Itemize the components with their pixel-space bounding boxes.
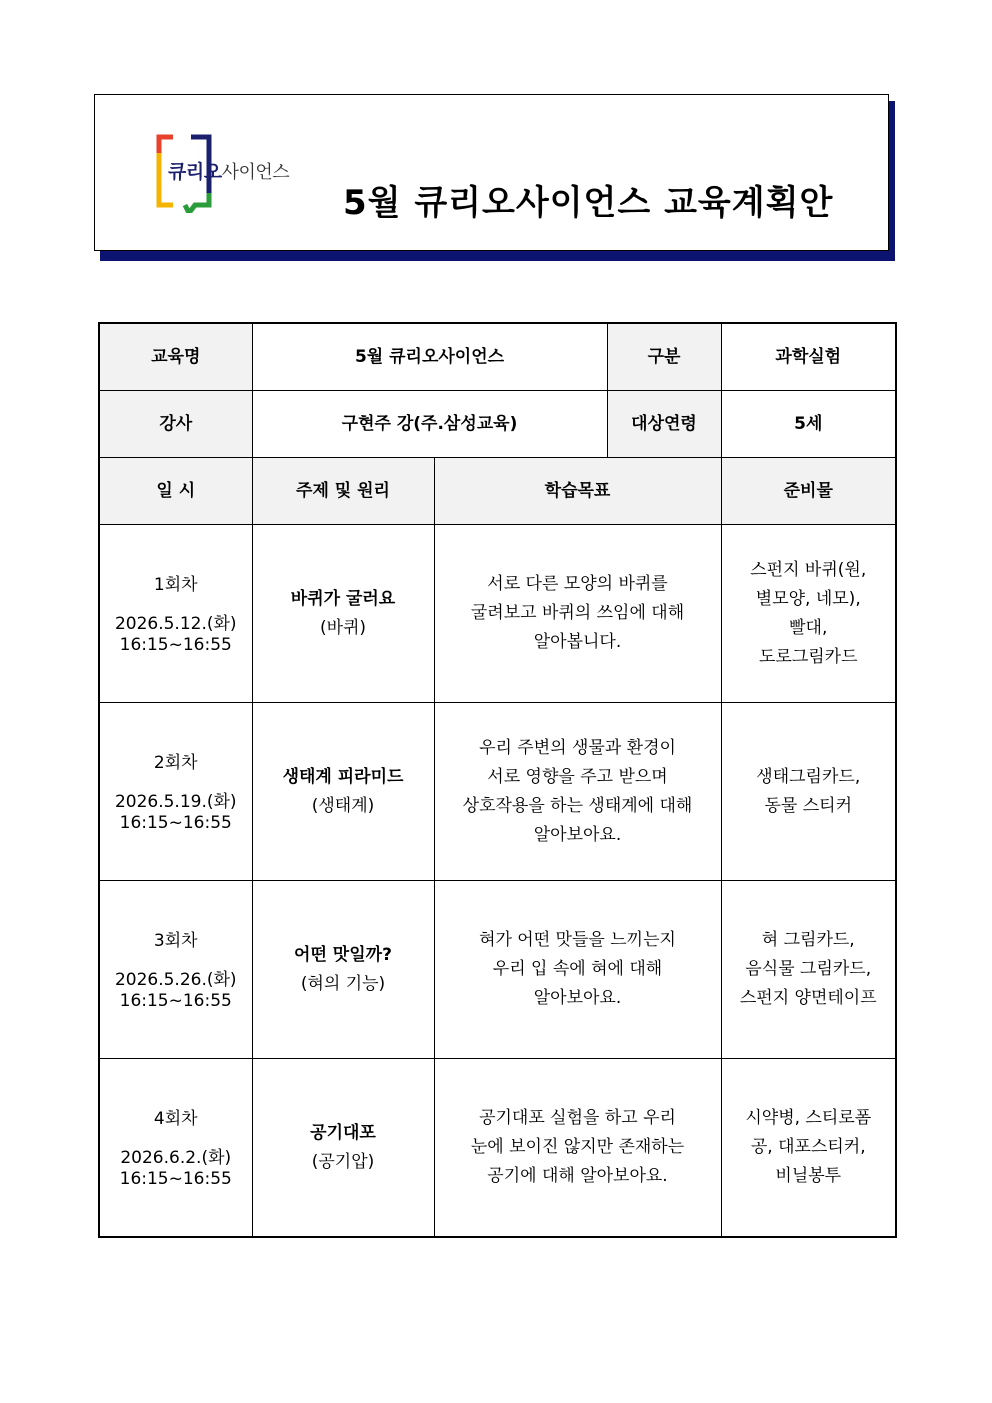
session-number: 1회차	[153, 575, 198, 595]
info-row-instructor	[99, 391, 896, 458]
session-datetime-cell	[99, 881, 252, 1059]
logo-text-part1: 큐리오	[168, 161, 222, 183]
info-row-course	[99, 323, 896, 391]
goal-line: 알아보아요.	[533, 988, 622, 1008]
material-line: 음식물 그림카드,	[745, 959, 872, 979]
goal-line: 공기에 대해 알아보아요.	[487, 1166, 668, 1186]
session-principle: (공기압)	[311, 1151, 375, 1172]
session-goal-cell	[434, 881, 721, 1059]
material-line: 동물 스티커	[764, 795, 852, 816]
session-principle: (생태계)	[311, 795, 375, 816]
material-line: 비닐봉투	[775, 1166, 842, 1186]
column-header-date: 일 시	[99, 458, 252, 525]
goal-line: 알아봅니다.	[533, 632, 622, 652]
column-header-row	[99, 458, 896, 525]
material-line: 혀 그림카드,	[761, 930, 855, 950]
category-value: 과학실험	[721, 323, 896, 391]
session-topic: 어떤 맛일까?	[294, 944, 392, 965]
session-row	[99, 525, 896, 703]
goal-line: 우리 주변의 생물과 환경이	[479, 737, 676, 758]
instructor-label: 강사	[99, 391, 252, 458]
column-header-topic: 주제 및 원리	[252, 458, 434, 525]
session-principle: (바퀴)	[319, 617, 367, 638]
material-line: 스펀지 양면테이프	[739, 988, 877, 1008]
goal-line: 우리 입 속에 혀에 대해	[492, 959, 663, 979]
column-header-goal: 학습목표	[434, 458, 721, 525]
column-header-materials: 준비물	[721, 458, 896, 525]
logo-text-part2: 사이언스	[221, 162, 290, 183]
goal-line: 혀가 어떤 맛들을 느끼는지	[479, 930, 676, 950]
header-box	[94, 94, 889, 251]
course-value: 5월 큐리오사이언스	[252, 323, 607, 391]
material-line: 공, 대포스티커,	[750, 1137, 866, 1157]
session-topic-cell	[252, 703, 434, 881]
education-plan-table	[98, 322, 897, 1238]
session-materials-cell	[721, 525, 896, 703]
session-topic: 생태계 피라미드	[282, 766, 404, 787]
goal-line: 서로 다른 모양의 바퀴를	[487, 574, 668, 594]
session-row	[99, 881, 896, 1059]
session-date: 2026.6.2.(화)	[120, 1148, 232, 1168]
material-line: 생태그림카드,	[756, 766, 861, 787]
goal-line: 상호작용을 하는 생태계에 대해	[462, 795, 693, 816]
material-line: 시약병, 스티로폼	[745, 1108, 872, 1128]
logo-text	[168, 157, 289, 184]
session-goal-cell	[434, 703, 721, 881]
session-materials-cell	[721, 703, 896, 881]
session-goal-cell	[434, 1059, 721, 1238]
goal-line: 서로 영향을 주고 받으며	[487, 766, 668, 787]
session-date: 2026.5.19.(화)	[114, 792, 237, 812]
session-topic: 바퀴가 굴러요	[290, 588, 396, 609]
session-number: 4회차	[153, 1109, 198, 1129]
session-goal-cell	[434, 525, 721, 703]
session-principle: (혀의 기능)	[300, 973, 386, 994]
instructor-value: 구현주 강(주.삼성교육)	[252, 391, 607, 458]
session-time: 16:15~16:55	[119, 813, 232, 833]
session-topic-cell	[252, 1059, 434, 1238]
category-label: 구분	[607, 323, 721, 391]
age-label: 대상연령	[607, 391, 721, 458]
session-datetime-cell	[99, 703, 252, 881]
session-number: 3회차	[153, 931, 198, 951]
goal-line: 굴려보고 바퀴의 쓰임에 대해	[470, 603, 685, 623]
session-date: 2026.5.12.(화)	[114, 614, 237, 634]
material-line: 별모양, 네모),	[755, 588, 861, 609]
material-line: 빨대,	[789, 617, 828, 638]
session-date: 2026.5.26.(화)	[114, 970, 237, 990]
session-materials-cell	[721, 881, 896, 1059]
curio-science-logo	[155, 133, 335, 213]
session-topic: 공기대포	[310, 1122, 376, 1143]
age-value: 5세	[721, 391, 896, 458]
document-title: 5월 큐리오사이언스 교육계획안	[343, 183, 834, 223]
session-materials-cell	[721, 1059, 896, 1238]
material-line: 스펀지 바퀴(원,	[750, 559, 867, 580]
goal-line: 눈에 보이진 않지만 존재하는	[470, 1137, 685, 1157]
session-datetime-cell	[99, 525, 252, 703]
material-line: 도로그림카드	[758, 646, 858, 667]
session-row	[99, 703, 896, 881]
goal-line: 공기대포 실험을 하고 우리	[479, 1108, 676, 1128]
session-row	[99, 1059, 896, 1238]
session-time: 16:15~16:55	[119, 1169, 232, 1189]
course-label: 교육명	[99, 323, 252, 391]
session-number: 2회차	[153, 753, 198, 773]
session-topic-cell	[252, 881, 434, 1059]
session-time: 16:15~16:55	[119, 991, 232, 1011]
goal-line: 알아보아요.	[533, 824, 622, 845]
session-topic-cell	[252, 525, 434, 703]
session-datetime-cell	[99, 1059, 252, 1238]
session-time: 16:15~16:55	[119, 635, 232, 655]
